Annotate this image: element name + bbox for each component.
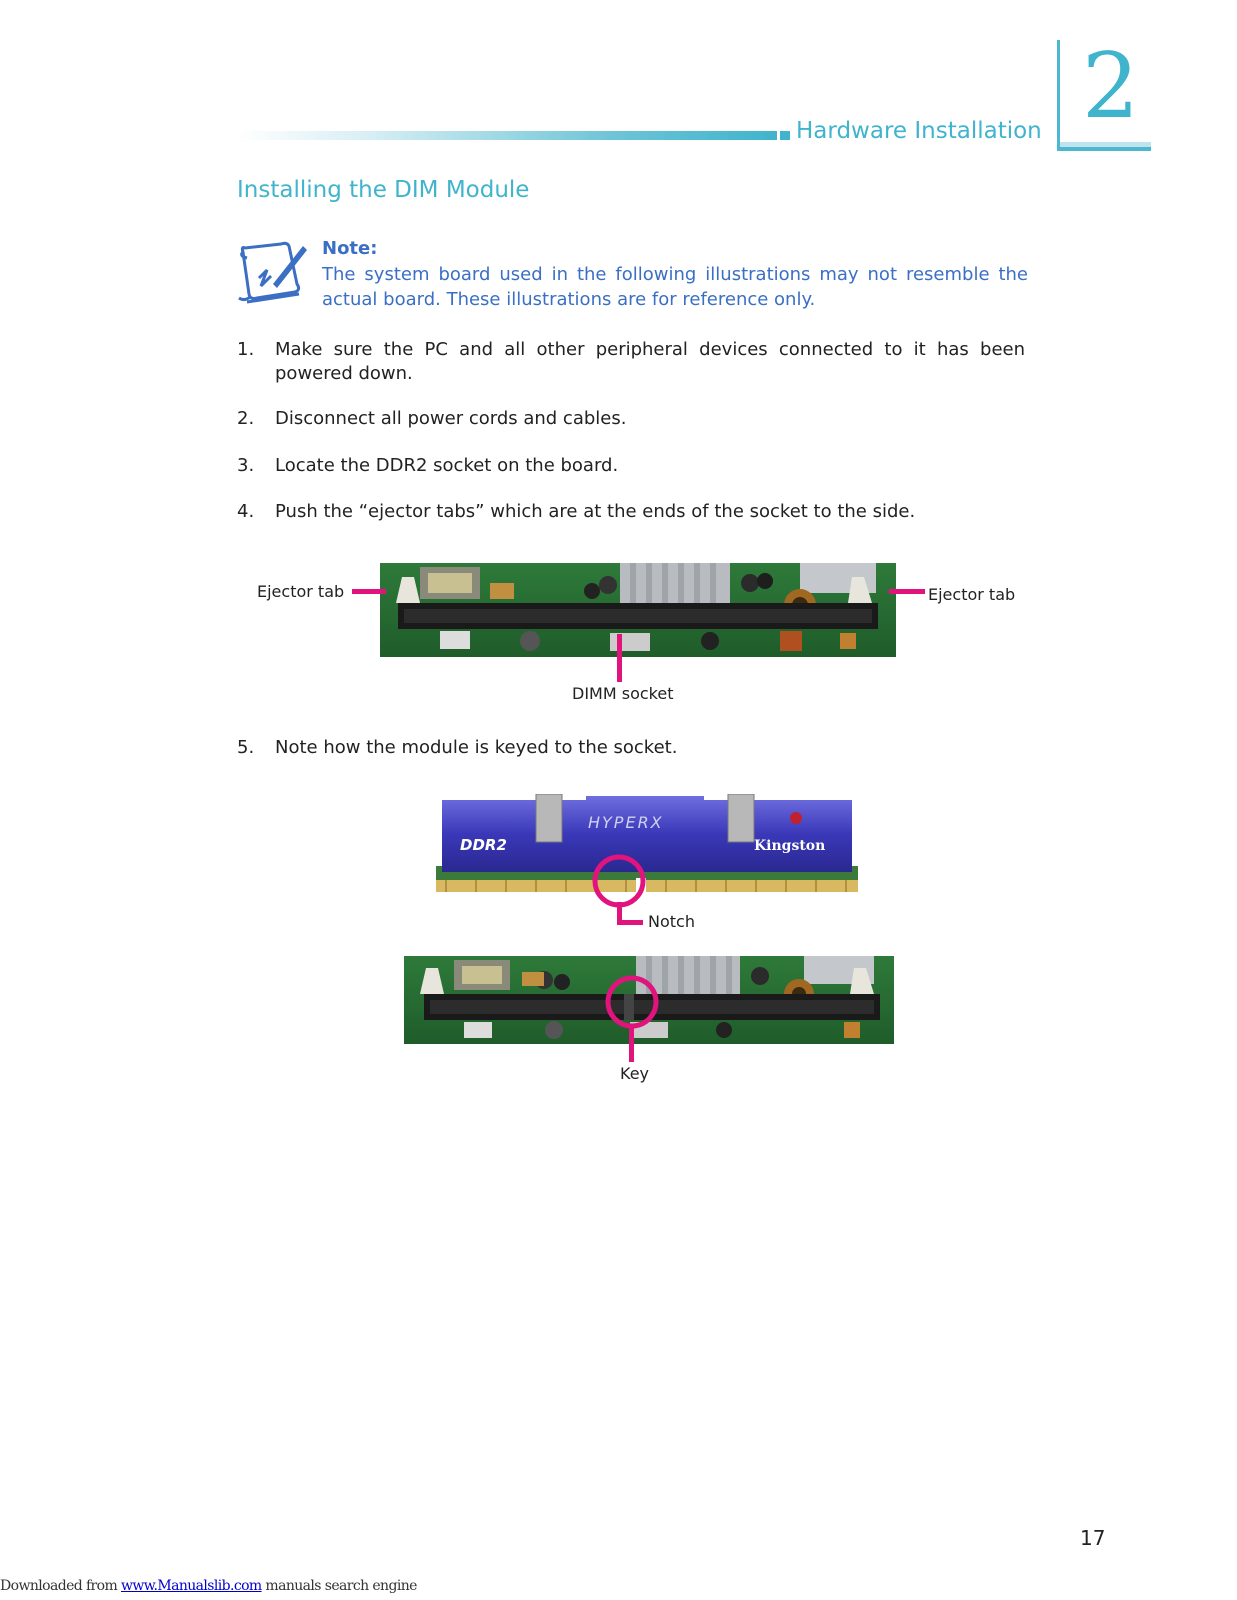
section-heading: Installing the DIM Module [237, 177, 530, 203]
step-number: 5. [237, 737, 255, 758]
dimm-socket-label: DIMM socket [572, 684, 674, 703]
dimm-socket-pointer [617, 634, 622, 682]
step-number: 3. [237, 455, 255, 476]
page-number: 17 [1080, 1526, 1106, 1550]
module-brand-text: Kingston [754, 838, 826, 854]
step-number: 1. [237, 339, 255, 360]
module-series-text: HYPERX [588, 813, 664, 832]
key-label: Key [620, 1064, 650, 1083]
step-text: Make sure the PC and all other peripheral devices connected to it has been powered down. [275, 339, 1025, 384]
ejector-tab-left-pointer [352, 589, 386, 594]
step-text: Note how the module is keyed to the socket. [275, 737, 678, 758]
notch-pointer-horizontal [617, 920, 643, 925]
chapter-box-vertical-line [1057, 40, 1060, 150]
dimm-socket-board-photo [380, 563, 896, 657]
key-pointer [629, 1026, 634, 1062]
chapter-box-horizontal-line [1057, 147, 1151, 151]
header-rule-end [780, 131, 790, 140]
ejector-tab-left-label: Ejector tab [257, 582, 345, 601]
step-number: 2. [237, 408, 255, 429]
key-callout-circle [602, 972, 662, 1032]
note-label: Note: [322, 238, 378, 259]
step-number: 4. [237, 501, 255, 522]
kingston-logo-icon [790, 812, 802, 824]
module-type-text: DDR2 [460, 836, 507, 854]
note-pen-icon [237, 238, 309, 306]
footer-suffix: manuals search engine [261, 1578, 417, 1594]
ejector-tab-right-label: Ejector tab [928, 585, 1016, 604]
notch-label: Notch [648, 912, 695, 931]
header-section-title: Hardware Installation [796, 118, 1042, 144]
step-text: Push the “ejector tabs” which are at the ends of the socket to the side. [275, 501, 916, 522]
note-text: The system board used in the following illustrations may not resemble the actual board. These illustrations are for reference only. [322, 264, 1028, 310]
step-text: Disconnect all power cords and cables. [275, 408, 627, 429]
ejector-tab-right-pointer [889, 589, 925, 594]
manualslib-link[interactable]: www.Manualslib.com [121, 1578, 262, 1594]
header-rule [237, 131, 777, 140]
download-footer [0, 1578, 417, 1594]
footer-prefix: Downloaded from [0, 1578, 121, 1594]
step-text: Locate the DDR2 socket on the board. [275, 455, 619, 476]
chapter-number: 2 [1082, 34, 1140, 139]
